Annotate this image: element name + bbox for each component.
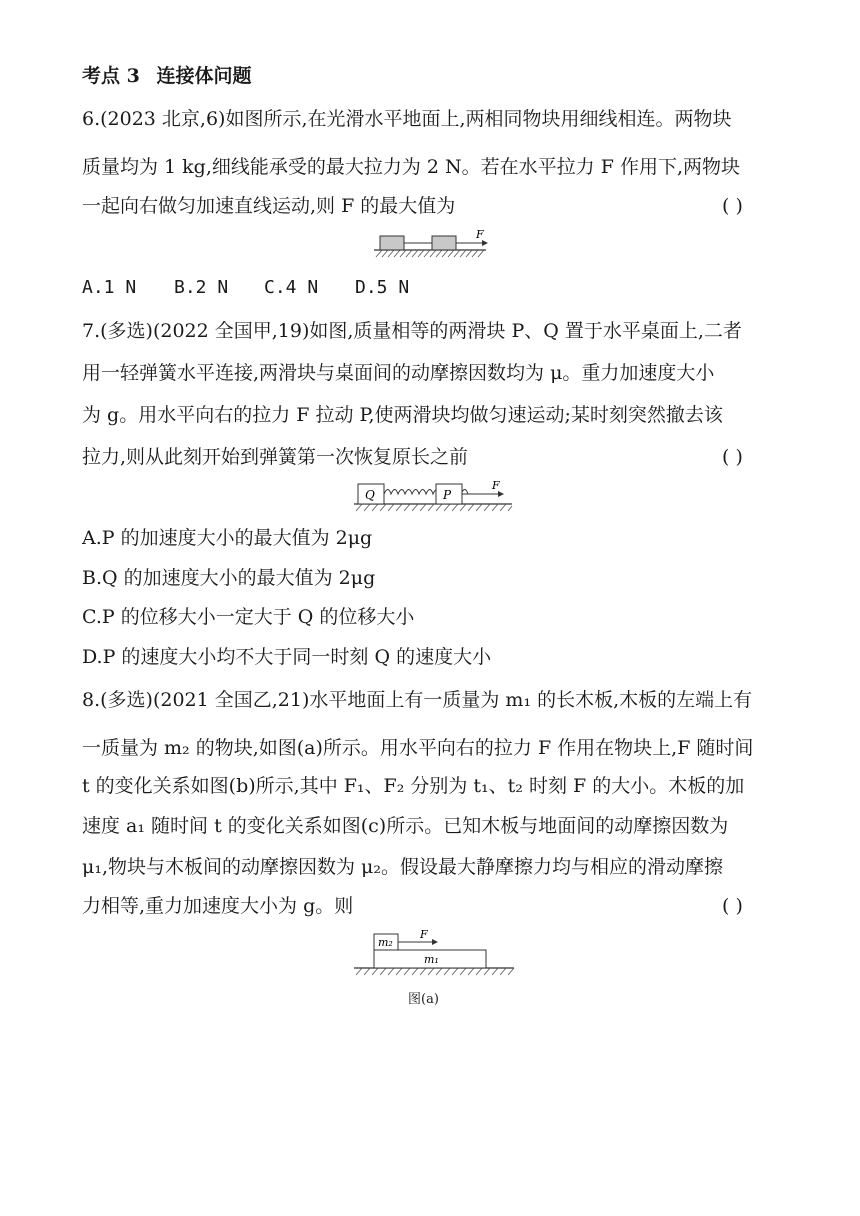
q8-figure — [350, 928, 518, 980]
q7-option-a: A.P 的加速度大小的最大值为 2μg — [82, 527, 373, 549]
q7-line-2: 用一轻弹簧水平连接,两滑块与桌面间的动摩擦因数均为 μ。重力加速度大小 — [82, 362, 715, 384]
q6-line-1: 6.(2023 北京,6)如图所示,在光滑水平地面上,两相同物块用细线相连。两物块 — [82, 108, 732, 130]
q8-arrow-head — [432, 939, 438, 945]
q7-block-q-label: Q — [365, 488, 375, 502]
q8-block-label: m₂ — [378, 936, 393, 949]
q6-force-label: F — [476, 228, 484, 241]
q7-figure — [352, 478, 516, 514]
q7-force-label: F — [492, 479, 500, 492]
q7-line-3: 为 g。用水平向右的拉力 F 拉动 P,使两滑块均做匀速运动;某时刻突然撤去该 — [82, 404, 723, 426]
q8-line-1: 8.(多选)(2021 全国乙,21)水平地面上有一质量为 m₁ 的长木板,木板的左端上有 — [82, 689, 753, 711]
q8-figure-caption: 图(a) — [408, 992, 439, 1007]
q8-line-4: 速度 a₁ 随时间 t 的变化关系如图(c)所示。已知木板与地面间的动摩擦因数为 — [82, 815, 729, 837]
q6-answer-bracket: ( ) — [722, 195, 743, 217]
q8-line-5: μ₁,物块与木板间的动摩擦因数为 μ₂。假设最大静摩擦力均与相应的滑动摩擦 — [82, 856, 724, 878]
q7-option-b: B.Q 的加速度大小的最大值为 2μg — [82, 567, 376, 589]
section-title: 连接体问题 — [156, 65, 252, 87]
q7-ground-hatch — [356, 504, 512, 511]
q8-line-3: t 的变化关系如图(b)所示,其中 F₁、F₂ 分别为 t₁、t₂ 时刻 F 的大小。木板的加 — [82, 775, 745, 797]
q8-force-label: F — [420, 928, 428, 941]
q8-line-2: 一质量为 m₂ 的物块,如图(a)所示。用水平向右的拉力 F 作用在物块上,F 随时间 — [82, 737, 754, 759]
q6-line-3: 一起向右做匀加速直线运动,则 F 的最大值为 — [82, 195, 456, 217]
q6-block-right — [432, 236, 456, 250]
q7-answer-bracket: ( ) — [722, 446, 743, 468]
q8-ground-hatch — [356, 968, 514, 975]
section-heading — [82, 62, 251, 90]
q7-block-p-label: P — [443, 488, 452, 502]
q7-line-1: 7.(多选)(2022 全国甲,19)如图,质量相等的两滑块 P、Q 置于水平桌面上,二者 — [82, 320, 742, 342]
q7-line-4: 拉力,则从此刻开始到弹簧第一次恢复原长之前 — [82, 446, 469, 468]
section-label: 考点 3 — [82, 65, 140, 87]
q8-line-6: 力相等,重力加速度大小为 g。则 — [82, 895, 354, 917]
q6-block-left — [380, 236, 404, 250]
q6-ground-hatch — [376, 250, 484, 257]
q8-board-label: m₁ — [424, 953, 439, 966]
q7-option-d: D.P 的速度大小均不大于同一时刻 Q 的速度大小 — [82, 646, 492, 668]
q6-line-2: 质量均为 1 kg,细线能承受的最大拉力为 2 N。若在水平拉力 F 作用下,两物块 — [82, 156, 740, 178]
q6-option-c: C.4 N — [264, 277, 319, 298]
q7-option-c: C.P 的位移大小一定大于 Q 的位移大小 — [82, 606, 415, 628]
q6-option-b: B.2 N — [174, 277, 229, 298]
q6-option-d: D.5 N — [355, 277, 410, 298]
q8-answer-bracket: ( ) — [722, 895, 743, 917]
q6-option-a: A.1 N — [82, 277, 137, 298]
q6-figure — [372, 228, 490, 260]
